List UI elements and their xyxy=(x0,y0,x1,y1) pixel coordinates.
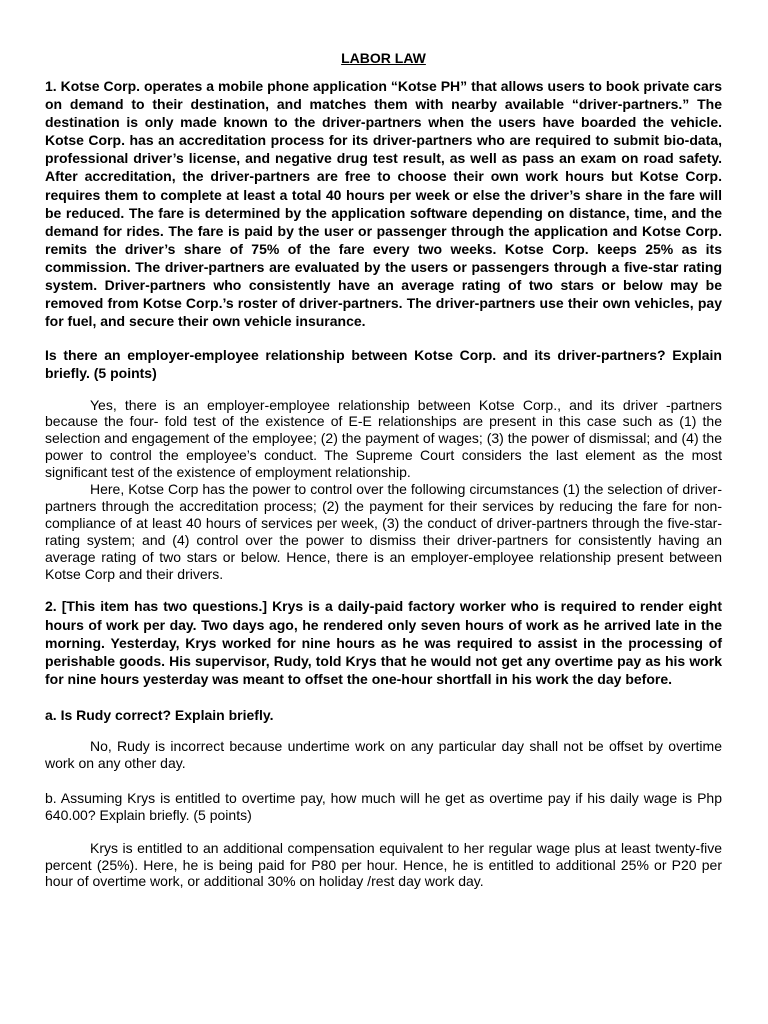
answer-1-paragraph-2: Here, Kotse Corp has the power to control over the following circumstances (1) the selection of driver-partners through the accreditation process; (2) the payment for their services by reducing the fare for non-compliance of at least 40 hours of services per week, (3) the conduct of driver-partners through the five-star-rating system; and (4) control over the power to dismiss their driver-partners for consistently having an average rating of two stars or below. Hence, there is an employer-employee relationship present between Kotse Corp and their drivers. xyxy=(45,481,722,582)
answer-2b: Krys is entitled to an additional compensation equivalent to her regular wage plus at least twenty-five percent (25%). Here, he is being paid for P80 per hour. Hence, he is entitled to additional 25% or P20 per hour of overtime work, or additional 30% on holiday /rest day work day. xyxy=(45,839,722,890)
question-2-facts: 2. [This item has two questions.] Krys is a daily-paid factory worker who is required to render eight hours of work per day. Two days ago, he rendered only seven hours of work as he arrived late in the morning. Yesterday, Krys worked for nine hours as he was required to assist in the processing of perishable goods. His supervisor, Rudy, told Krys that he would not get any overtime pay as his work for nine hours yesterday was meant to offset the one-hour shortfall in his work the day before. xyxy=(45,598,722,687)
question-1-prompt: Is there an employer-employee relationship between Kotse Corp. and its driver-partners? Explain briefly. (5 points) xyxy=(45,347,722,382)
document-title: LABOR LAW xyxy=(341,50,426,66)
answer-2a: No, Rudy is incorrect because undertime work on any particular day shall not be offset by overtime work on any other day. xyxy=(45,738,722,771)
question-2a-prompt: a. Is Rudy correct? Explain briefly. xyxy=(45,706,274,723)
answer-1-paragraph-1: Yes, there is an employer-employee relationship between Kotse Corp., and its driver -partners because the four- fold test of the existence of E-E relationships are present in this case such as (1) the selection and engagement of the employee; (2) the payment of wages; (3) the power of dismissal; and (4) the power to control the employee’s conduct. The Supreme Court considers the last element as the most significant test of the existence of employment relationship. xyxy=(45,396,722,481)
question-1-facts: 1. Kotse Corp. operates a mobile phone application “Kotse PH” that allows users to book private cars on demand to their destination, and matches them with nearby available “driver-partners.” The destination is only made known to the driver-partners when the users have boarded the vehicle. Kotse Corp. has an accreditation process for its driver-partners who are required to submit bio-data, professional driver’s license, and negative drug test result, as well as pass an exam on road safety. After accreditation, the driver-partners are free to choose their own work hours but Kotse Corp. requires them to complete at least a total 40 hours per week or else the driver’s share in the fare will be reduced. The fare is determined by the application software depending on distance, time, and the demand for rides. The fare is paid by the user or passenger through the application and Kotse Corp. remits the driver’s share of 75% of the fare every two weeks. Kotse Corp. keeps 25% as its commission. The driver-partners are evaluated by the users or passengers through a five-star rating system. Driver-partners who consistently have an average rating of two stars or below may be removed from Kotse Corp.’s roster of driver-partners. The driver-partners use their own vehicles, pay for fuel, and secure their own vehicle insurance. xyxy=(45,78,722,330)
question-2b-prompt: b. Assuming Krys is entitled to overtime pay, how much will he get as overtime pay if his daily wage is Php 640.00? Explain briefly. (5 points) xyxy=(45,789,722,823)
